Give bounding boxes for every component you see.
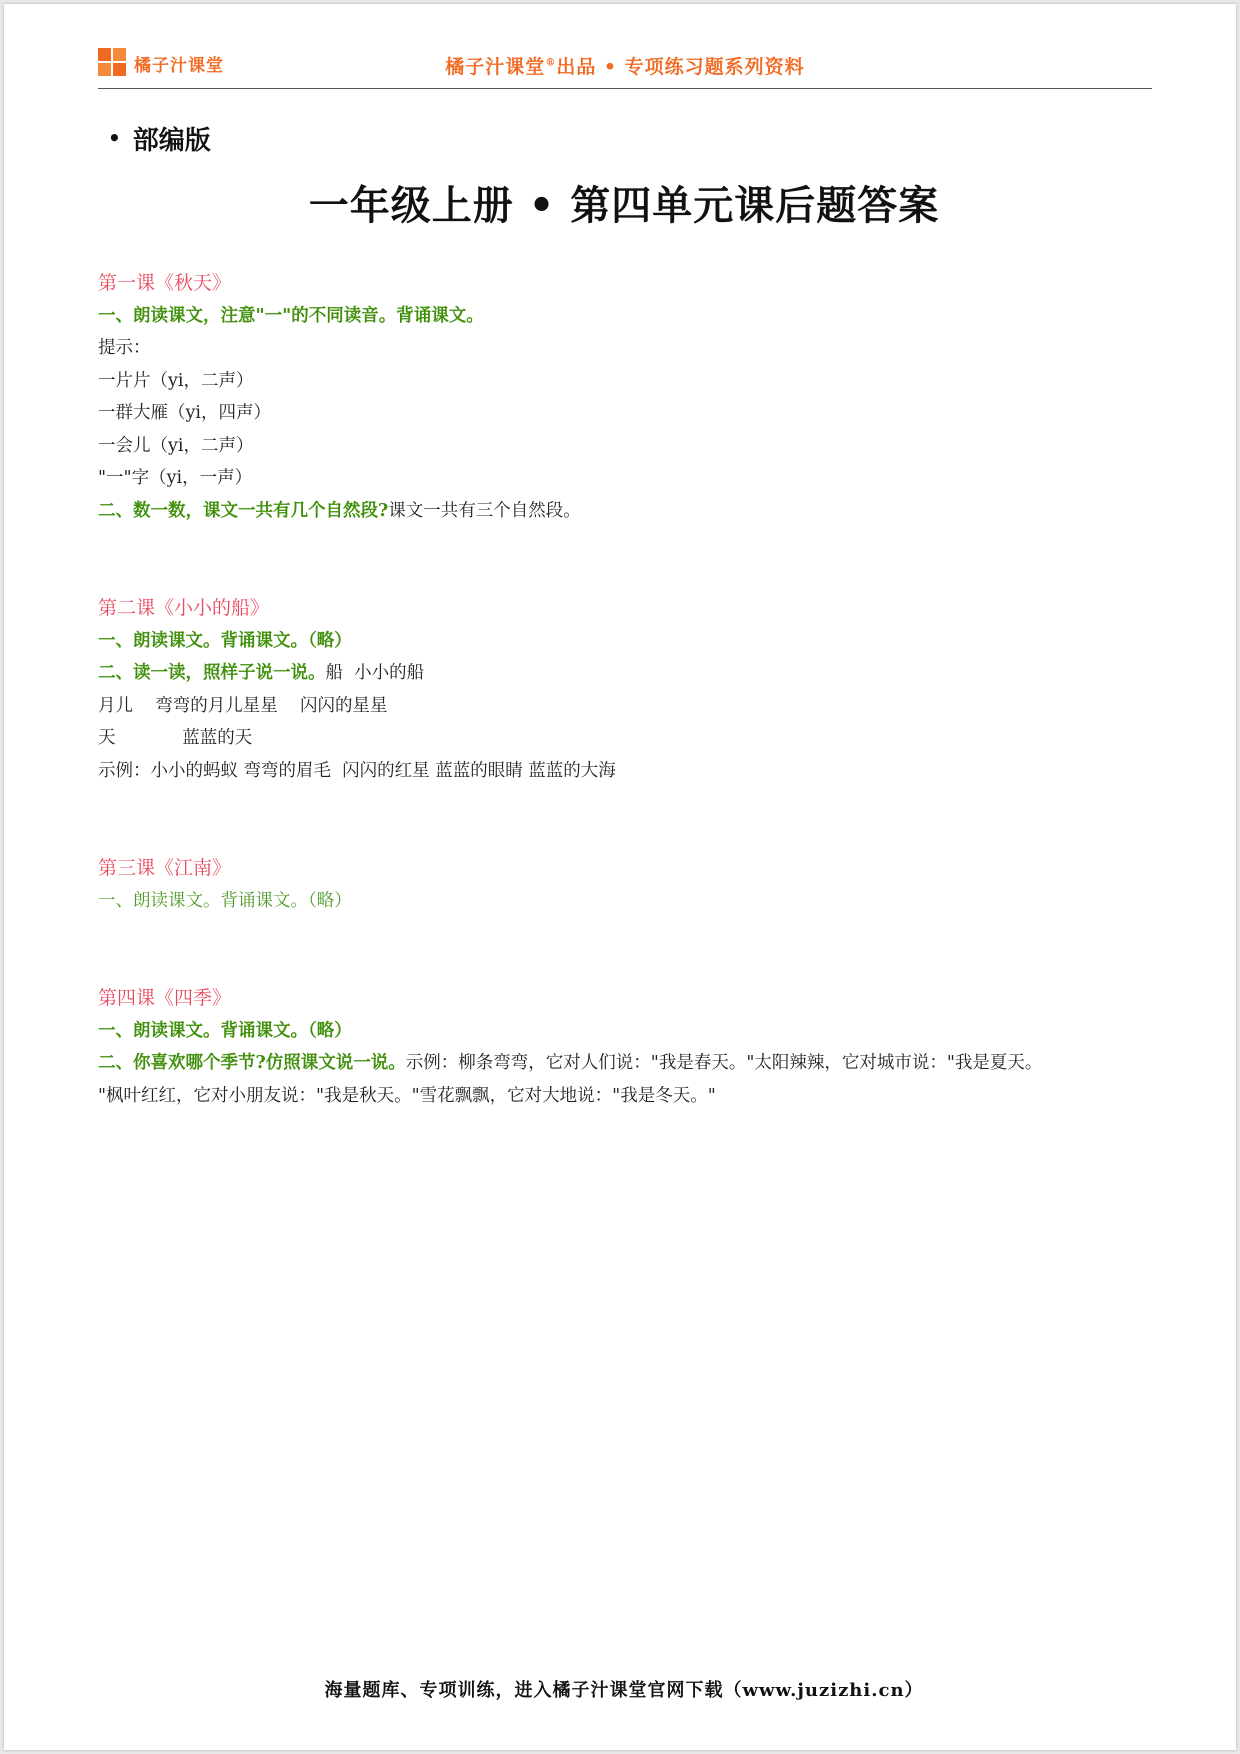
lesson-title: 第二课《小小的船》 xyxy=(98,597,270,619)
lesson-title: 第三课《江南》 xyxy=(98,857,232,879)
question-line: 一、朗读课文。背诵课文。（略） xyxy=(98,1020,352,1041)
lesson-title: 第一课《秋天》 xyxy=(98,272,232,294)
answer-line: "枫叶红红，它对小朋友说："我是秋天。"雪花飘飘，它对大地说："我是冬天。" xyxy=(98,1085,716,1106)
answer-line: 天 蓝蓝的天 xyxy=(98,728,253,748)
header-title: 橘子汁课堂®出品 • 专项练习题系列资料 xyxy=(445,56,805,78)
question-line: 一、朗读课文。背诵课文。（略） xyxy=(98,890,352,911)
edition-label: • 部编版 xyxy=(108,126,211,156)
answer-line: 一会儿（yi，二声） xyxy=(98,435,254,456)
page-footer: 海量题库、专项训练，进入橘子汁课堂官网下载（www.juzizhi.cn） xyxy=(324,1680,924,1701)
question-line: 二、数一数，课文一共有几个自然段?课文一共有三个自然段。 xyxy=(98,500,581,521)
lesson-title: 第四课《四季》 xyxy=(98,987,232,1009)
page-header xyxy=(98,46,1152,89)
document-page xyxy=(4,4,1236,1750)
answer-line: 月儿 弯弯的月儿星星 闪闪的星星 xyxy=(98,695,388,716)
answer-line: "一"字（yi，一声） xyxy=(98,468,253,488)
answer-line: 一群大雁（yi，四声） xyxy=(98,403,271,423)
logo-text: 橘子汁课堂 xyxy=(134,55,224,76)
answer-line: 提示： xyxy=(98,338,151,358)
answer-line: 示例：小小的蚂蚁 弯弯的眉毛 闪闪的红星 蓝蓝的眼睛 蓝蓝的大海 xyxy=(98,760,616,781)
question-line: 二、你喜欢哪个季节?仿照课文说一说。示例：柳条弯弯，它对人们说："我是春天。"太阳辣辣，它对城市说："我是夏天。 xyxy=(98,1053,1043,1073)
question-line: 二、读一读，照样子说一说。船 小小的船 xyxy=(98,663,425,683)
page-title: 一年级上册 • 第四单元课后题答案 xyxy=(308,183,940,229)
answer-content xyxy=(98,267,1158,1112)
question-line: 一、朗读课文，注意"一"的不同读音。背诵课文。 xyxy=(98,305,484,326)
bullet-icon: • xyxy=(108,126,121,150)
answer-line: 一片片（yi，二声） xyxy=(98,370,254,391)
question-line: 一、朗读课文。背诵课文。（略） xyxy=(98,630,352,651)
